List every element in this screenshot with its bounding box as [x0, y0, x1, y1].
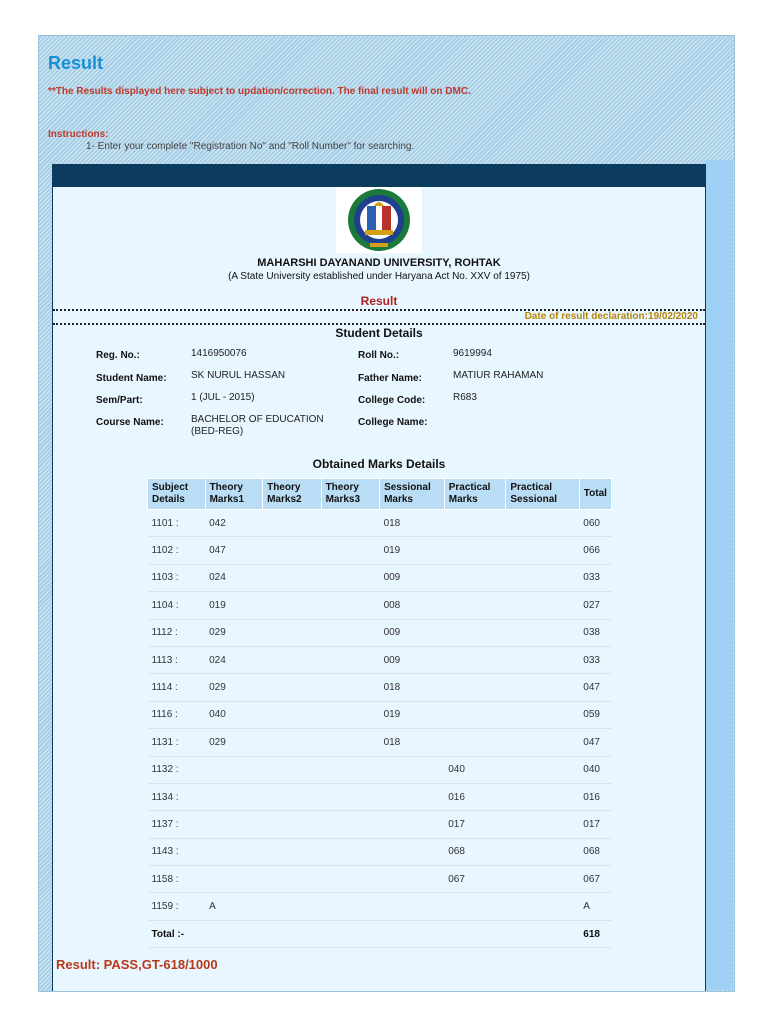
- table-cell: [506, 893, 579, 920]
- table-cell: 018: [380, 510, 445, 537]
- table-cell: [263, 920, 321, 947]
- table-cell: 029: [205, 619, 263, 646]
- table-cell: [205, 811, 263, 838]
- table-cell: [444, 592, 506, 619]
- table-cell: [263, 510, 321, 537]
- column-header: Theory Marks2: [263, 479, 321, 510]
- table-cell: [263, 893, 321, 920]
- table-cell: [444, 537, 506, 564]
- table-cell: 067: [579, 866, 611, 893]
- table-cell: [444, 701, 506, 728]
- table-cell: 042: [205, 510, 263, 537]
- table-cell: [263, 619, 321, 646]
- declaration-date: Date of result declaration:19/02/2020: [524, 311, 698, 322]
- table-cell: Total :-: [148, 920, 206, 947]
- result-heading: Result: [360, 294, 398, 308]
- table-cell: 047: [579, 674, 611, 701]
- table-cell: 024: [205, 564, 263, 591]
- table-cell: [444, 646, 506, 673]
- table-row: [148, 564, 612, 591]
- table-cell: [205, 838, 263, 865]
- table-cell: [321, 811, 379, 838]
- table-cell: 067: [444, 866, 506, 893]
- column-header: Subject Details: [148, 479, 206, 510]
- sem-part-label: Sem/Part:: [96, 395, 143, 406]
- table-cell: [205, 756, 263, 783]
- table-cell: [380, 893, 445, 920]
- table-cell: [380, 838, 445, 865]
- page-title: Result: [48, 53, 104, 73]
- father-name-value: MATIUR RAHAMAN: [453, 370, 544, 381]
- column-header: Practical Marks: [444, 479, 506, 510]
- table-cell: [263, 811, 321, 838]
- table-row: [148, 811, 612, 838]
- table-cell: [205, 783, 263, 810]
- table-cell: [321, 510, 379, 537]
- table-cell: [321, 756, 379, 783]
- table-cell: [263, 592, 321, 619]
- table-cell: [205, 920, 263, 947]
- table-cell: [506, 920, 579, 947]
- roll-no-value: 9619994: [453, 348, 492, 359]
- university-subtitle: (A State University established under Haryana Act No. XXV of 1975): [228, 271, 530, 282]
- table-cell: [380, 920, 445, 947]
- course-name-label: Course Name:: [96, 417, 164, 428]
- column-header: Theory Marks1: [205, 479, 263, 510]
- table-row: [148, 674, 612, 701]
- table-cell: [321, 619, 379, 646]
- table-cell: [263, 729, 321, 756]
- table-cell: [321, 920, 379, 947]
- table-cell: [506, 619, 579, 646]
- table-cell: [506, 592, 579, 619]
- table-cell: [506, 756, 579, 783]
- table-cell: [506, 646, 579, 673]
- table-cell: [263, 701, 321, 728]
- table-cell: 068: [579, 838, 611, 865]
- table-cell: [380, 756, 445, 783]
- marks-table-body: [148, 510, 612, 948]
- marks-table: [147, 478, 612, 948]
- table-cell: [321, 674, 379, 701]
- table-row: [148, 510, 612, 537]
- sem-part-value: 1 (JUL - 2015): [191, 392, 255, 403]
- university-logo: [336, 187, 422, 253]
- table-cell: 009: [380, 564, 445, 591]
- column-header: Sessional Marks: [380, 479, 445, 510]
- table-cell: [321, 866, 379, 893]
- table-cell: [444, 674, 506, 701]
- table-cell: [263, 674, 321, 701]
- father-name-label: Father Name:: [358, 373, 422, 384]
- table-row: [148, 701, 612, 728]
- table-cell: 618: [579, 920, 611, 947]
- table-cell: 047: [579, 729, 611, 756]
- instructions-label: Instructions:: [48, 129, 109, 140]
- table-cell: 018: [380, 674, 445, 701]
- column-header: Theory Marks3: [321, 479, 379, 510]
- table-cell: 068: [444, 838, 506, 865]
- table-cell: [321, 646, 379, 673]
- table-cell: 008: [380, 592, 445, 619]
- table-cell: 038: [579, 619, 611, 646]
- reg-no-label: Reg. No.:: [96, 350, 140, 361]
- table-cell: [321, 729, 379, 756]
- table-cell: 1102 :: [148, 537, 206, 564]
- table-cell: [321, 564, 379, 591]
- table-cell: 040: [205, 701, 263, 728]
- result-card: [52, 164, 706, 991]
- disclaimer-text: **The Results displayed here subject to updation/correction. The final result will on DMC.: [48, 86, 471, 97]
- table-cell: 1104 :: [148, 592, 206, 619]
- table-cell: [263, 838, 321, 865]
- table-cell: 1103 :: [148, 564, 206, 591]
- table-cell: 1114 :: [148, 674, 206, 701]
- table-cell: [263, 783, 321, 810]
- table-row: [148, 619, 612, 646]
- table-cell: 029: [205, 674, 263, 701]
- table-row: [148, 838, 612, 865]
- table-cell: [444, 893, 506, 920]
- table-cell: [444, 564, 506, 591]
- right-side-band: [706, 160, 733, 990]
- table-cell: [506, 729, 579, 756]
- table-cell: 1137 :: [148, 811, 206, 838]
- table-cell: 009: [380, 619, 445, 646]
- table-cell: [321, 537, 379, 564]
- table-cell: 1116 :: [148, 701, 206, 728]
- table-cell: 059: [579, 701, 611, 728]
- marks-table-header: [148, 479, 612, 510]
- course-name-value: BACHELOR OF EDUCATION (BED-REG): [191, 414, 324, 437]
- table-cell: [263, 756, 321, 783]
- table-cell: [380, 783, 445, 810]
- table-cell: 019: [380, 537, 445, 564]
- table-cell: 033: [579, 564, 611, 591]
- dotted-divider: [53, 323, 705, 325]
- table-cell: [263, 866, 321, 893]
- table-cell: 1131 :: [148, 729, 206, 756]
- table-cell: 1158 :: [148, 866, 206, 893]
- college-code-label: College Code:: [358, 395, 426, 406]
- table-cell: [205, 866, 263, 893]
- table-row: [148, 756, 612, 783]
- table-cell: 017: [579, 811, 611, 838]
- table-row: [148, 537, 612, 564]
- college-name-label: College Name:: [358, 417, 428, 428]
- table-cell: 1132 :: [148, 756, 206, 783]
- table-cell: [380, 811, 445, 838]
- table-cell: [506, 811, 579, 838]
- table-cell: [506, 838, 579, 865]
- table-cell: [380, 866, 445, 893]
- table-cell: [263, 537, 321, 564]
- table-cell: [506, 510, 579, 537]
- table-cell: [321, 838, 379, 865]
- table-cell: [506, 866, 579, 893]
- table-cell: A: [205, 893, 263, 920]
- table-cell: 009: [380, 646, 445, 673]
- table-cell: 040: [579, 756, 611, 783]
- table-cell: 019: [205, 592, 263, 619]
- table-cell: [444, 729, 506, 756]
- table-cell: 016: [579, 783, 611, 810]
- table-row: [148, 866, 612, 893]
- table-cell: A: [579, 893, 611, 920]
- table-cell: [506, 674, 579, 701]
- table-cell: 029: [205, 729, 263, 756]
- table-cell: [263, 646, 321, 673]
- roll-no-label: Roll No.:: [358, 350, 400, 361]
- instruction-item: 1- Enter your complete "Registration No" and "Roll Number" for searching.: [86, 141, 415, 152]
- table-cell: [263, 564, 321, 591]
- table-cell: [321, 592, 379, 619]
- table-cell: 019: [380, 701, 445, 728]
- table-cell: 018: [380, 729, 445, 756]
- table-cell: [506, 701, 579, 728]
- table-cell: 1143 :: [148, 838, 206, 865]
- student-name-value: SK NURUL HASSAN: [191, 370, 286, 381]
- table-cell: [444, 510, 506, 537]
- table-cell: [321, 893, 379, 920]
- table-cell: [444, 920, 506, 947]
- table-cell: 033: [579, 646, 611, 673]
- table-row: [148, 783, 612, 810]
- column-header: Total: [579, 479, 611, 510]
- table-cell: 1113 :: [148, 646, 206, 673]
- table-cell: 047: [205, 537, 263, 564]
- table-cell: 027: [579, 592, 611, 619]
- table-cell: [321, 701, 379, 728]
- table-row: [148, 592, 612, 619]
- student-name-label: Student Name:: [96, 373, 167, 384]
- table-cell: 060: [579, 510, 611, 537]
- table-cell: 1159 :: [148, 893, 206, 920]
- card-header-bar: [53, 165, 705, 187]
- table-cell: [506, 783, 579, 810]
- university-name: MAHARSHI DAYANAND UNIVERSITY, ROHTAK: [257, 257, 501, 269]
- college-code-value: R683: [453, 392, 477, 403]
- table-cell: 1101 :: [148, 510, 206, 537]
- table-cell: [506, 564, 579, 591]
- table-cell: 024: [205, 646, 263, 673]
- table-cell: [321, 783, 379, 810]
- table-cell: 017: [444, 811, 506, 838]
- table-row: [148, 646, 612, 673]
- table-cell: 016: [444, 783, 506, 810]
- table-cell: [444, 619, 506, 646]
- table-cell: 1112 :: [148, 619, 206, 646]
- table-row: [148, 893, 612, 920]
- column-header: Practical Sessional: [506, 479, 579, 510]
- table-cell: 1134 :: [148, 783, 206, 810]
- obtained-marks-heading: Obtained Marks Details: [312, 457, 446, 471]
- table-cell: 066: [579, 537, 611, 564]
- table-row: [148, 729, 612, 756]
- table-cell: [506, 537, 579, 564]
- student-details-heading: Student Details: [335, 326, 423, 340]
- reg-no-value: 1416950076: [191, 348, 247, 359]
- final-result: Result: PASS,GT-618/1000: [56, 957, 218, 972]
- total-row: [148, 920, 612, 947]
- table-cell: 040: [444, 756, 506, 783]
